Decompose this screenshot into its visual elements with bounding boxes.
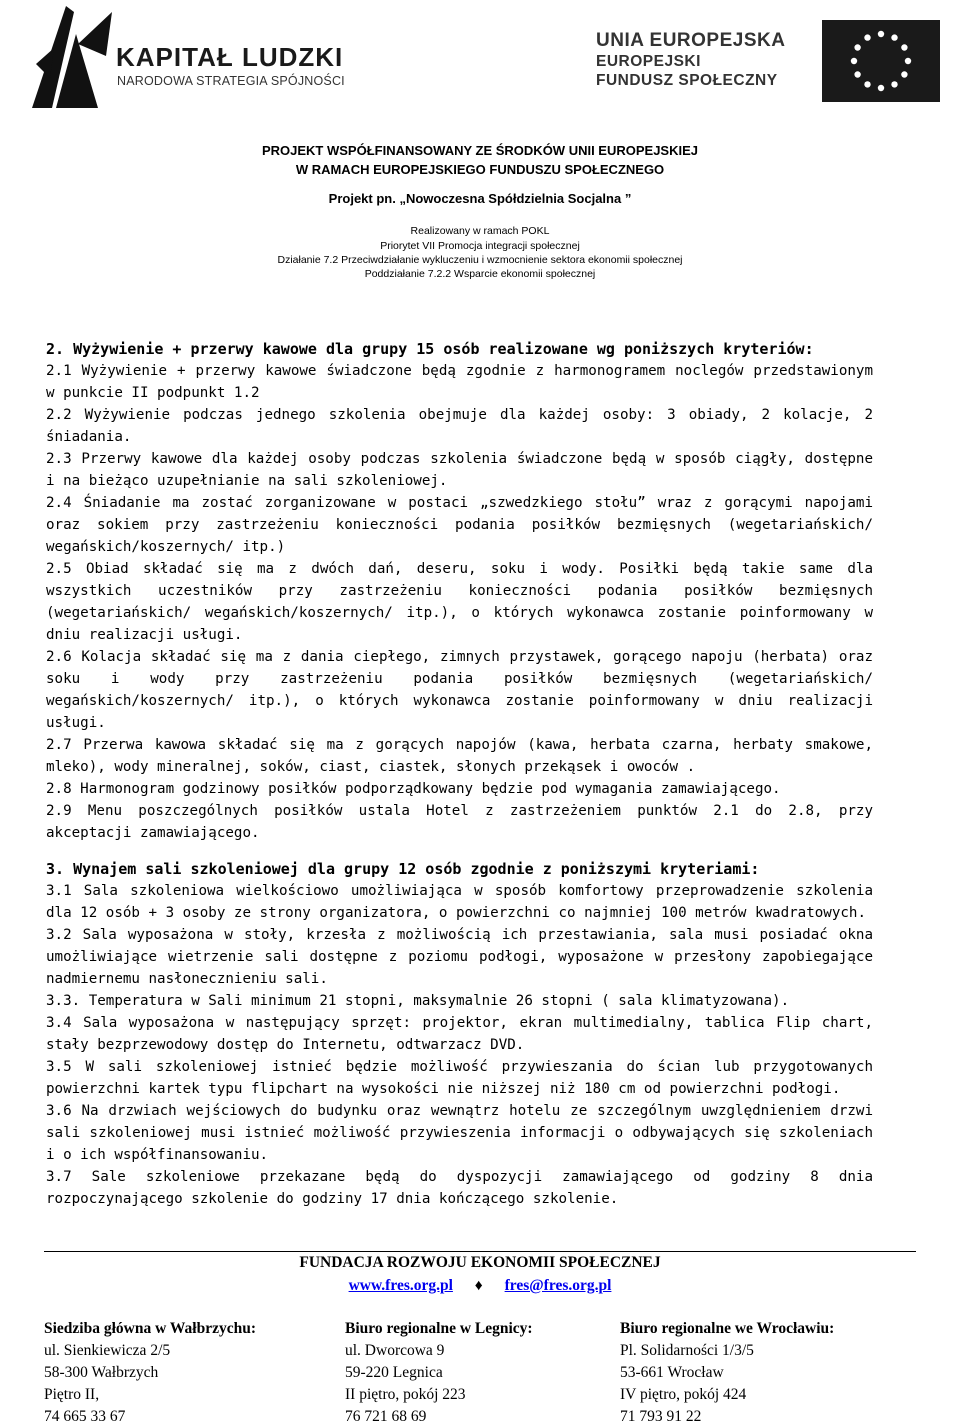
project-title: Projekt pn. „Nowoczesna Spółdzielnia Socjalna ” [328, 191, 632, 206]
office-phone: 76 721 68 69 [345, 1408, 427, 1425]
website-link[interactable]: www.fres.org.pl [348, 1277, 453, 1294]
project-detail: Działanie 7.2 Przeciwdziałanie wykluczeniu i wzmocnienie sektora ekonomii społecznej [277, 254, 683, 266]
section-3-item: 3.2 Sala wyposażona w stoły, krzesła z możliwością ich przestawiania, sala musi posiadać okna umożliwiające wietrzenie sali dostępne z poziomu podłogi, wyposażone w przesłony zapobiegające nadmiernemu nasłonecznieniu sali. [46, 927, 873, 987]
eu-logo-text [596, 30, 785, 90]
diamond-icon: ♦ [474, 1277, 483, 1294]
section-2-item: 2.1 Wyżywienie + przerwy kawowe świadczone będą zgodnie z harmonogramem noclegów przedstawionym w punkcie II podpunkt 1.2 [46, 363, 873, 401]
office-walbrzych [44, 1318, 256, 1428]
office-city: 59-220 Legnica [345, 1364, 443, 1381]
office-street: ul. Dworcowa 9 [345, 1342, 445, 1359]
project-line2: W RAMACH EUROPEJSKIEGO FUNDUSZU SPOŁECZNEGO [295, 162, 665, 177]
office-floor: Piętro II, [44, 1386, 100, 1403]
eu-flag-icon [822, 20, 940, 102]
office-floor: II piętro, pokój 223 [345, 1386, 466, 1403]
kapital-ludzki-emblem-icon [22, 4, 114, 114]
section-3-item: 3.6 Na drzwiach wejściowych do budynku oraz wewnątrz hotelu ze szczególnym uwzględnieniem drzwi sali szkoleniowej musi istnieć możliwość przywieszenia informacji o odbywających się szkoleniach i o ich współfinansowaniu. [46, 1103, 873, 1163]
project-detail: Poddziałanie 7.2.2 Wsparcie ekonomii społecznej [364, 268, 596, 280]
eu-logo-line1: UNIA EUROPEJSKA [596, 30, 786, 51]
section-2-heading: 2. Wyżywienie + przerwy kawowe dla grupy 15 osób realizowane wg poniższych kryteriów: [46, 340, 814, 358]
office-title: Biuro regionalne we Wrocławiu: [620, 1320, 835, 1337]
office-floor: IV piętro, pokój 424 [620, 1386, 747, 1403]
section-2-item: 2.4 Śniadanie ma zostać zorganizowane w postaci „szwedzkiego stołu” wraz z gorącymi napojami oraz sokiem przy zastrzeżeniu konieczności podania posiłków bezmięsnych (wegetariańskich/ wegańskich/koszernych/ itp.) [46, 495, 873, 555]
kapital-ludzki-logo [22, 4, 382, 114]
project-detail: Realizowany w ramach POKL [410, 225, 550, 237]
section-spacer [46, 844, 873, 858]
project-detail: Priorytet VII Promocja integracji społecznej [380, 240, 580, 252]
section-2-item: 2.2 Wyżywienie podczas jednego szkolenia obejmuje dla każdej osoby: 3 obiady, 2 kolacje, 2 śniadania. [46, 407, 873, 445]
section-2-item: 2.6 Kolacja składać się ma z dania ciepłego, zimnych przystawek, gorącego napoju (herbata) oraz soku i wody przy zastrzeżeniu podania posiłków bezmięsnych (wegetariańskich/ wegańskich/koszernych/ itp.), o których wykonawca zostanie poinformowany w dniu realizacji usługi. [46, 649, 873, 731]
section-3-item: 3.4 Sala wyposażona w następujący sprzęt: projektor, ekran multimedialny, tablica Flip chart, stały bezprzewodowy dostęp do Internetu, odtwarzacz DVD. [46, 1015, 873, 1053]
section-2-item: 2.5 Obiad składać się ma z dwóch dań, deseru, soku i wody. Posiłki będą takie same dla wszystkich uczestników przy zastrzeżeniu konieczności podania posiłków bezmięsnych (wegetariańskich/ wegańskich/koszernych/ itp.), o których wykonawca zostanie poinformowany w dniu realizacji usługi. [46, 561, 873, 643]
kapital-ludzki-tagline: NARODOWA STRATEGIA SPÓJNOŚCI [117, 74, 345, 88]
section-2-item: 2.7 Przerwa kawowa składać się ma z gorących napojów (kawa, herbata czarna, herbaty smakowe, mleko), wody mineralnej, soków, ciast, ciastek, słonych przekąsek i owoców . [46, 737, 873, 775]
section-3-item: 3.3. Temperatura w Sali minimum 21 stopni, maksymalnie 26 stopni ( sala klimatyzowana). [46, 993, 790, 1009]
document-body [46, 338, 873, 1210]
email-link[interactable]: fres@fres.org.pl [504, 1277, 612, 1294]
office-phone: 71 793 91 22 [620, 1408, 702, 1425]
section-2-item: 2.3 Przerwy kawowe dla każdej osoby podczas szkolenia świadczone będą w sposób ciągły, dostępne i na bieżąco uzupełnianie na sali szkoleniowej. [46, 451, 873, 489]
kapital-ludzki-name: KAPITAŁ LUDZKI [116, 42, 344, 72]
footer-org-name: FUNDACJA ROZWOJU EKONOMII SPOŁECZNEJ [299, 1254, 661, 1271]
office-title: Siedziba główna w Wałbrzychu: [44, 1320, 257, 1337]
eu-logo-line2: EUROPEJSKI [596, 53, 701, 70]
office-wroclaw [620, 1318, 834, 1428]
section-3-heading: 3. Wynajem sali szkoleniowej dla grupy 12 osób zgodnie z poniższymi kryteriami: [46, 860, 760, 878]
footer-divider [44, 1251, 916, 1252]
office-street: Pl. Solidarności 1/3/5 [620, 1342, 754, 1359]
office-legnica [345, 1318, 533, 1428]
eu-logo-line3: FUNDUSZ SPOŁECZNY [596, 72, 778, 89]
office-title: Biuro regionalne w Legnicy: [345, 1320, 533, 1337]
office-phone: 74 665 33 67 [44, 1408, 126, 1425]
office-city: 53-661 Wrocław [620, 1364, 724, 1381]
section-2-item: 2.8 Harmonogram godzinowy posiłków podporządkowany będzie pod wymagania zamawiającego. [46, 781, 781, 797]
section-3-item: 3.7 Sale szkoleniowe przekazane będą do dyspozycji zamawiającego od godziny 8 dnia rozpoczynającego szkolenie do godziny 17 dnia kończącego szkolenie. [46, 1169, 873, 1207]
section-3-item: 3.5 W sali szkoleniowej istnieć będzie możliwość przywieszania do ścian lub przygotowanych powierzchni kartek typu flipchart na wysokości nie niższej niż 180 cm od powierzchni podłogi. [46, 1059, 873, 1097]
office-street: ul. Sienkiewicza 2/5 [44, 1342, 171, 1359]
eu-logo [580, 20, 940, 120]
section-3-item: 3.1 Sala szkoleniowa wielkościowo umożliwiająca w sposób komfortowy przeprowadzenie szkolenia dla 12 osób + 3 osoby ze strony organizatora, o powierzchni co najmniej 100 metrów kwadratowych. [46, 883, 873, 921]
footer-links [0, 1277, 960, 1295]
section-2-item: 2.9 Menu poszczególnych posiłków ustala Hotel z zastrzeżeniem punktów 2.1 do 2.8, przy akceptacji zamawiającego. [46, 803, 873, 841]
office-city: 58-300 Wałbrzych [44, 1364, 159, 1381]
project-line1: PROJEKT WSPÓŁFINANSOWANY ZE ŚRODKÓW UNII EUROPEJSKIEJ [261, 143, 699, 158]
